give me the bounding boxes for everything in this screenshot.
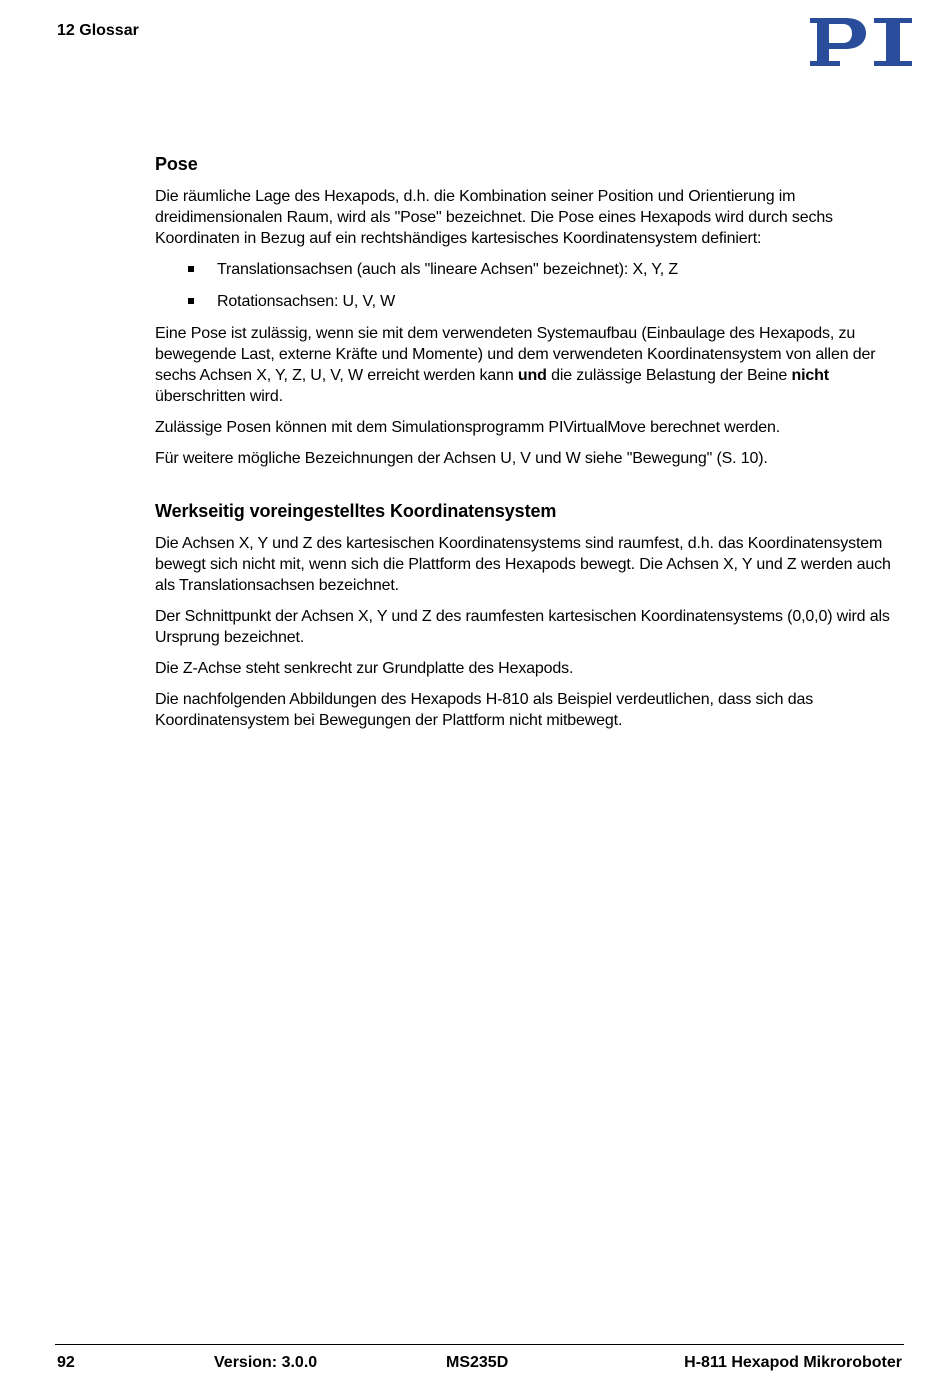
- pose-paragraph-1: Die räumliche Lage des Hexapods, d.h. die Kombination seiner Position und Orientierung im dreidimensionalen Raum, wird als "Pose" bezeichnet. Die Pose eines Hexapods wird durch sechs Koordinaten in Bezug auf ein rechtshändiges kartesisches Koordinatensystem definiert:: [155, 188, 833, 247]
- pose-paragraph-4: Für weitere mögliche Bezeichnungen der Achsen U, V und W siehe "Bewegung" (S. 10).: [155, 450, 768, 467]
- footer-page-number: 92: [57, 1354, 75, 1371]
- pose-axis-list: [155, 259, 907, 312]
- bold-text-und: und: [517, 367, 547, 384]
- ks-paragraph-3: Die Z-Achse steht senkrecht zur Grundplatte des Hexapods.: [155, 660, 574, 677]
- pi-logo: [808, 16, 914, 68]
- pose-paragraph-3: Zulässige Posen können mit dem Simulationsprogramm PIVirtualMove berechnet werden.: [155, 419, 781, 436]
- main-content: [155, 152, 907, 741]
- footer-document-id: MS235D: [446, 1354, 509, 1371]
- footer-version: Version: 3.0.0: [214, 1354, 318, 1371]
- bold-text-nicht: nicht: [791, 367, 829, 384]
- heading-koordinatensystem: Werkseitig voreingestelltes Koordinatensystem: [155, 501, 557, 521]
- list-item: [155, 291, 907, 312]
- square-bullet-icon: [188, 298, 194, 304]
- list-item-text: Rotationsachsen: U, V, W: [217, 293, 396, 310]
- ks-paragraph-1: Die Achsen X, Y und Z des kartesischen Koordinatensystems sind raumfest, d.h. das Koordinatensystem bewegt sich nicht mit, wenn sich die Plattform des Hexapods bewegt. Die Achsen X, Y und Z werden auch als Translationsachsen bezeichnet.: [155, 535, 891, 594]
- text-run: Eine Pose ist zulässig, wenn sie mit dem verwendeten Systemaufbau (Einbaulage des Hexapods, zu bewegende Last, externe Kräfte und Momente) und dem verwendeten Koordinatensystem von allen der sechs Achsen X, Y, Z, U, V, W erreicht werden kann: [155, 325, 876, 384]
- list-item: [155, 259, 907, 280]
- text-run: die zulässige Belastung der Beine: [546, 367, 792, 384]
- ks-paragraph-2: Der Schnittpunkt der Achsen X, Y und Z des raumfesten kartesischen Koordinatensystems (0,0,0) wird als Ursprung bezeichnet.: [155, 608, 890, 646]
- list-item-text: Translationsachsen (auch als "lineare Achsen" bezeichnet): X, Y, Z: [217, 261, 678, 278]
- pose-paragraph-2: [155, 323, 907, 407]
- text-run: überschritten wird.: [155, 388, 283, 405]
- footer-divider: [55, 1344, 904, 1345]
- heading-pose: Pose: [155, 154, 198, 174]
- square-bullet-icon: [188, 266, 194, 272]
- footer-product-name: H-811 Hexapod Mikroroboter: [684, 1354, 902, 1371]
- section-title: 12 Glossar: [57, 22, 139, 39]
- ks-paragraph-4: Die nachfolgenden Abbildungen des Hexapods H-810 als Beispiel verdeutlichen, dass sich das Koordinatensystem bei Bewegungen der Plattform nicht mitbewegt.: [155, 691, 814, 729]
